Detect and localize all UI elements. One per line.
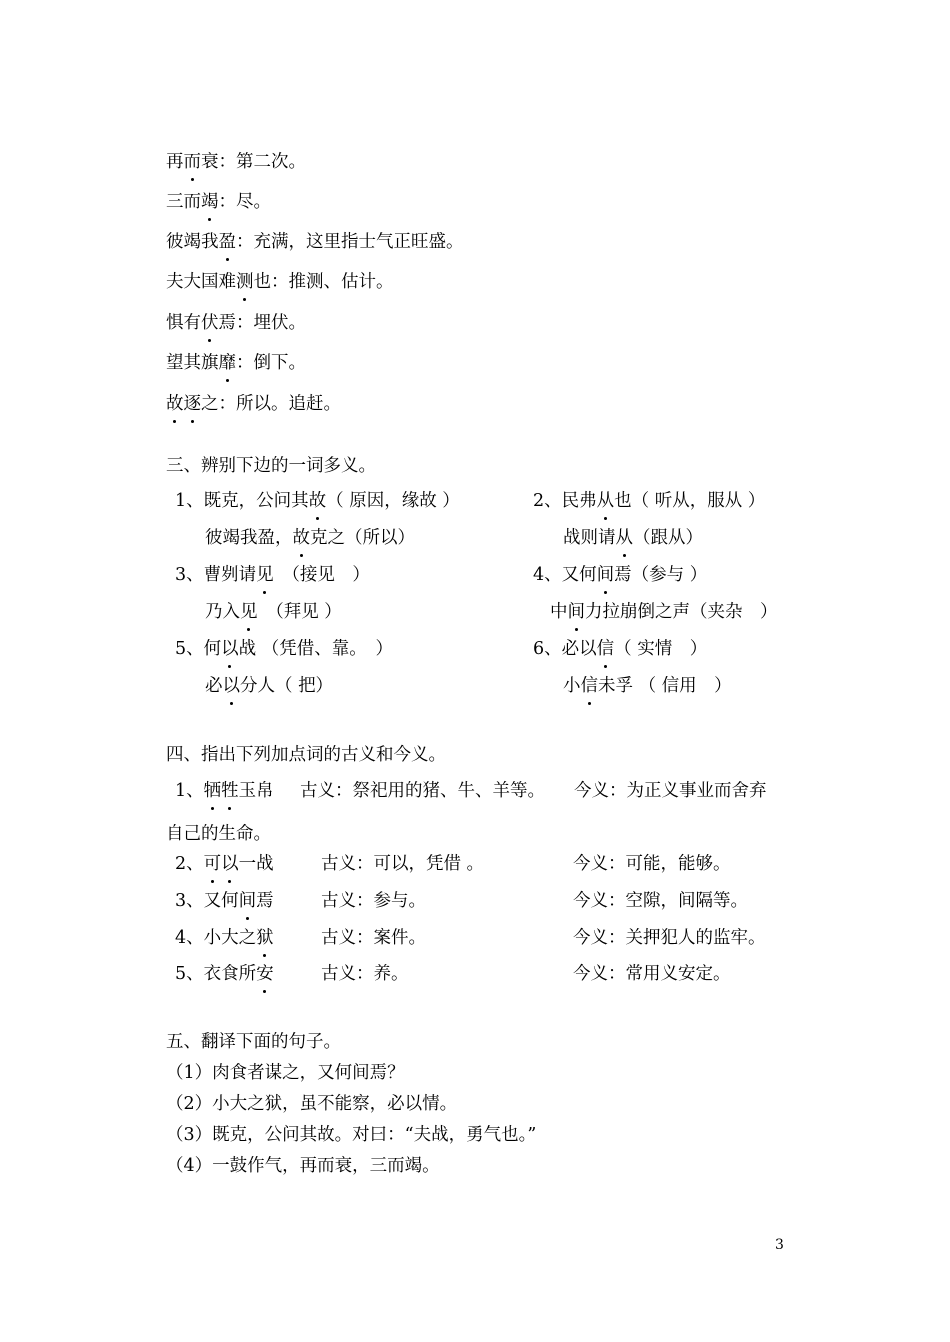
polysemy-3a (175, 563, 370, 587)
text: 中 (550, 602, 568, 622)
text: 小 (563, 676, 581, 696)
meaning-row-2-modern: 今义：可能，能够。 (573, 854, 731, 874)
text: 分人（ 把） (240, 676, 334, 696)
dotted-char: 而 (183, 152, 201, 172)
text: 4、 (175, 928, 204, 948)
text: 又何 (203, 891, 239, 911)
text: 1、 (175, 781, 204, 801)
gloss-line-5 (166, 311, 306, 335)
text: 3、曹刿请 (175, 565, 257, 585)
dotted-char: 故 (308, 491, 327, 511)
text: 也：推测、估计。 (253, 272, 394, 292)
text: 5、 (175, 964, 204, 984)
text: 2、民弗 (533, 491, 597, 511)
text: 焉：埋伏。 (218, 313, 306, 333)
polysemy-6a (533, 637, 707, 661)
dotted-char: 牺 (203, 781, 222, 801)
text: ：尽。 (218, 192, 271, 212)
text: 彼竭我 (166, 232, 219, 252)
meaning-row-4 (175, 926, 274, 950)
text: 之：所以。追赶。 (201, 394, 341, 414)
polysemy-5a (175, 637, 393, 661)
text: 3、 (175, 891, 204, 911)
polysemy-4a (533, 563, 707, 587)
text: 再 (166, 152, 184, 172)
text: 衣食所 (203, 964, 257, 984)
gloss-line-2 (166, 190, 271, 214)
translate-sentence-4: （4）一鼓作气，再而衰，三而竭。 (166, 1156, 440, 1176)
gloss-line-4 (166, 270, 394, 294)
dotted-char: 以 (222, 676, 240, 696)
meaning-row-5-modern: 今义：常用义安定。 (573, 964, 731, 984)
meaning-row-1-cont: 自己的生命。 (166, 824, 271, 844)
meaning-row-5 (175, 962, 274, 986)
page-number: 3 (775, 1237, 784, 1253)
dotted-char: 逐 (183, 394, 201, 414)
text: （ 原因，缘故 ） (326, 491, 460, 511)
meaning-row-3 (175, 889, 274, 913)
translate-sentence-1: （1）肉食者谋之，又何间焉？ (166, 1063, 405, 1083)
text: 必 (205, 676, 223, 696)
dotted-char: 见 (240, 602, 258, 622)
dotted-char: 牲 (221, 781, 239, 801)
text: ：倒下。 (236, 353, 306, 373)
translate-sentence-3: （3）既克，公问其故。对曰：“夫战，勇气也。” (166, 1125, 537, 1145)
text: （ 实情 ） (614, 639, 708, 659)
dotted-char: 间 (567, 602, 585, 622)
dotted-char: 狱 (256, 928, 274, 948)
translate-sentence-2: （2）小大之狱，虽不能察，必以情。 (166, 1094, 458, 1114)
text: 三而 (166, 192, 201, 212)
dotted-char: 故 (292, 528, 310, 548)
text: 一战 (238, 854, 274, 874)
gloss-line-1 (166, 150, 306, 174)
dotted-char: 信 (580, 676, 598, 696)
text: ：充满，这里指士气正旺盛。 (236, 232, 464, 252)
meaning-row-5-ancient: 古义：养。 (321, 964, 409, 984)
text: 力拉崩倒之声（夹杂 ） (585, 602, 778, 622)
dotted-char: 靡 (218, 353, 236, 373)
meaning-row-1 (175, 779, 274, 803)
text: 夫大国难 (166, 272, 236, 292)
meaning-row-1-ancient: 古义：祭祀用的猪、牛、羊等。 (300, 781, 545, 801)
polysemy-5b (205, 674, 333, 698)
polysemy-1a (175, 489, 460, 513)
text: 1、既克，公问其 (175, 491, 309, 511)
text: 4、又何 (533, 565, 597, 585)
text: 焉 (256, 891, 274, 911)
gloss-line-6 (166, 351, 306, 375)
dotted-char: 见 (256, 565, 274, 585)
text: 2、 (175, 854, 204, 874)
meaning-row-3-ancient: 古义：参与。 (321, 891, 426, 911)
text: 战 （凭借、靠。 ） (238, 639, 393, 659)
polysemy-4b (550, 600, 778, 624)
polysemy-2b (563, 526, 703, 550)
dotted-char: 以 (221, 854, 239, 874)
polysemy-3b (205, 600, 342, 624)
text: 小大之 (203, 928, 257, 948)
meaning-row-4-ancient: 古义：案件。 (321, 928, 426, 948)
meaning-row-4-modern: 今义：关押犯人的监牢。 (573, 928, 766, 948)
section5-title: 五、翻译下面的句子。 (166, 1032, 341, 1052)
dotted-char: 间 (238, 891, 257, 911)
text: 惧有 (166, 313, 201, 333)
dotted-char: 从 (615, 528, 633, 548)
text: 衰：第二次。 (201, 152, 306, 172)
text: 未孚 （ 信用 ） (598, 676, 732, 696)
gloss-line-7 (166, 392, 341, 416)
polysemy-2a (533, 489, 765, 513)
dotted-char: 以 (221, 639, 239, 659)
meaning-row-2 (175, 852, 274, 876)
dotted-char: 安 (256, 964, 274, 984)
dotted-char: 故 (166, 394, 184, 414)
meaning-row-2-ancient: 古义：可以，凭借 。 (321, 854, 485, 874)
text: 5、何 (175, 639, 222, 659)
text: （接见 ） (273, 565, 370, 585)
dotted-char: 可 (203, 854, 222, 874)
gloss-line-3 (166, 230, 464, 254)
text: 乃入 (205, 602, 240, 622)
dotted-char: 伏 (201, 313, 219, 333)
section4-title: 四、指出下列加点词的古义和今义。 (166, 745, 446, 765)
text: （拜见 ） (257, 602, 342, 622)
dotted-char: 测 (236, 272, 254, 292)
meaning-row-3-modern: 今义：空隙，间隔等。 (573, 891, 748, 911)
dotted-char: 盈 (218, 232, 236, 252)
text: 6、必以 (533, 639, 597, 659)
meaning-row-1-modern: 今义：为正义事业而舍弃 (574, 781, 767, 801)
polysemy-6b (563, 674, 732, 698)
text: 焉（参与 ） (614, 565, 708, 585)
dotted-char: 从 (596, 491, 615, 511)
text: 克之（所以） (310, 528, 415, 548)
text: 彼竭我盈， (205, 528, 293, 548)
dotted-char: 信 (596, 639, 615, 659)
text: 玉帛 (238, 781, 274, 801)
text: 望其旗 (166, 353, 219, 373)
text: （跟从） (633, 528, 703, 548)
polysemy-1b (205, 526, 415, 550)
dotted-char: 间 (596, 565, 615, 585)
dotted-char: 竭 (201, 192, 219, 212)
section3-title: 三、辨别下边的一词多义。 (166, 456, 376, 476)
text: 也（ 听从，服从 ） (614, 491, 766, 511)
text: 战则请 (563, 528, 616, 548)
